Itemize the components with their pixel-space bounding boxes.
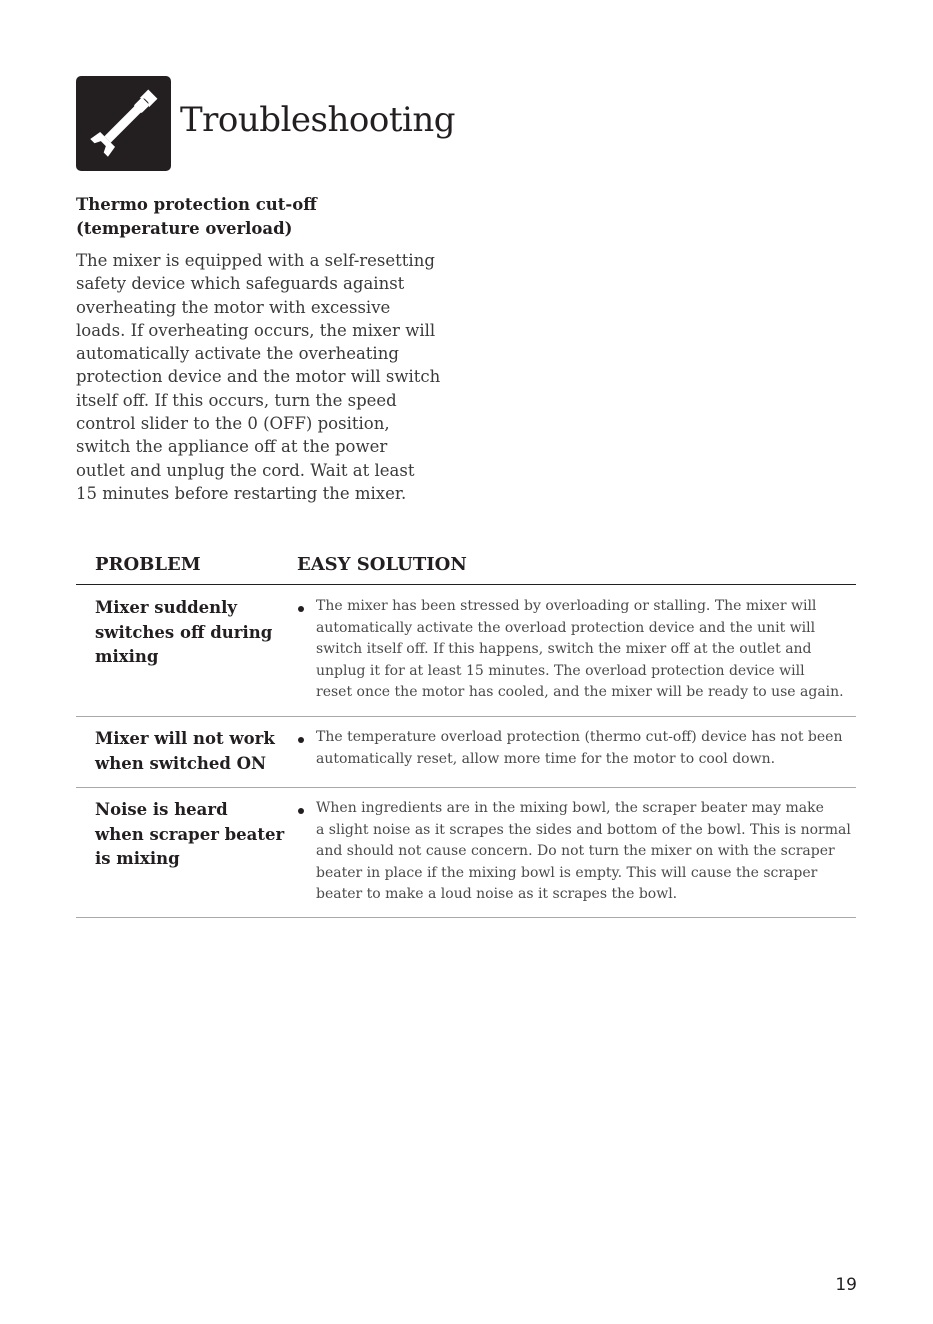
problem-line: switches off during xyxy=(95,622,273,642)
page-title: Troubleshooting xyxy=(180,100,456,140)
body-line: overheating the motor with excessive xyxy=(76,297,391,317)
solution-cell xyxy=(316,596,856,704)
section-body xyxy=(76,249,456,505)
body-line: 15 minutes before restarting the mixer. xyxy=(76,483,407,503)
body-line: protection device and the motor will switch xyxy=(76,367,441,387)
body-line: itself off. If this occurs, turn the speed xyxy=(76,390,397,410)
problem-line: Mixer will not work xyxy=(95,729,275,748)
bullet-icon xyxy=(298,808,304,814)
solution-line: and should not cause concern. Do not turn the mixer on with the scraper xyxy=(316,843,835,860)
solution-line: automatically activate the overload protection device and the unit will xyxy=(316,619,816,636)
solution-line: beater to make a loud noise as it scrapes the bowl. xyxy=(316,886,678,903)
body-line: The mixer is equipped with a self-resetting xyxy=(76,251,435,270)
wrench-icon xyxy=(76,76,171,171)
solution-column-header: EASY SOLUTION xyxy=(297,554,467,575)
solution-line: automatically reset, allow more time for the motor to cool down. xyxy=(316,750,776,767)
problem-cell xyxy=(95,798,285,872)
problem-line: mixing xyxy=(95,647,159,666)
solution-line: switch itself off. If this happens, switch the mixer off at the outlet and xyxy=(316,641,812,658)
solution-line: The temperature overload protection (thermo cut-off) device has not been xyxy=(316,729,843,745)
table-header xyxy=(76,552,856,585)
solution-cell xyxy=(316,727,856,770)
table-row xyxy=(76,717,856,788)
solution-line: When ingredients are in the mixing bowl, the scraper beater may make xyxy=(316,800,824,816)
table-row xyxy=(76,788,856,918)
solution-line: unplug it for at least 15 minutes. The overload protection device will xyxy=(316,662,805,679)
solution-cell xyxy=(316,798,856,906)
solution-line: a slight noise as it scrapes the sides and bottom of the bowl. This is normal xyxy=(316,821,851,838)
bullet-icon xyxy=(298,606,304,612)
table-row xyxy=(76,586,856,717)
solution-line: beater in place if the mixing bowl is empty. This will cause the scraper xyxy=(316,864,818,881)
problem-line: Noise is heard xyxy=(95,800,228,819)
problem-line: Mixer suddenly xyxy=(95,598,238,617)
body-line: automatically activate the overheating xyxy=(76,344,399,364)
problem-cell xyxy=(95,596,285,670)
body-line: loads. If overheating occurs, the mixer will xyxy=(76,320,436,340)
section-heading xyxy=(76,193,436,241)
body-line: safety device which safeguards against xyxy=(76,274,405,294)
section-heading-line: (temperature overload) xyxy=(76,219,293,238)
problem-line: when scraper beater xyxy=(95,824,285,844)
body-line: control slider to the 0 (OFF) position, xyxy=(76,414,390,434)
body-line: outlet and unplug the cord. Wait at least xyxy=(76,460,415,480)
problem-line: when switched ON xyxy=(95,753,267,773)
bullet-icon xyxy=(298,737,304,743)
problem-line: is mixing xyxy=(95,849,180,868)
body-line: switch the appliance off at the power xyxy=(76,437,388,457)
problem-cell xyxy=(95,727,285,776)
solution-line: reset once the motor has cooled, and the mixer will be ready to use again. xyxy=(316,684,844,701)
problem-column-header: PROBLEM xyxy=(95,554,201,575)
solution-line: The mixer has been stressed by overloading or stalling. The mixer will xyxy=(316,598,817,614)
page-number: 19 xyxy=(835,1275,857,1295)
section-heading-line: Thermo protection cut-off xyxy=(76,195,317,214)
